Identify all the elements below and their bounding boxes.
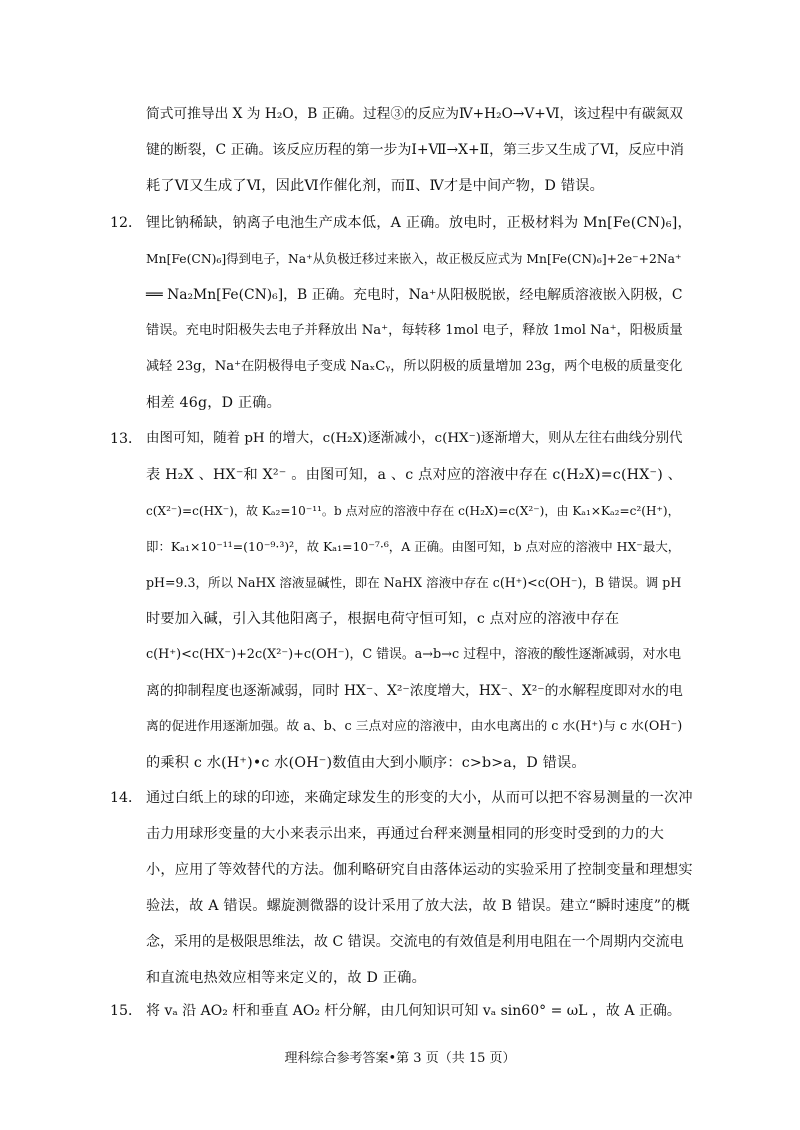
page-footer: 理科综合参考答案•第 3 页（共 15 页） — [284, 1051, 516, 1066]
continuation-paragraph — [112, 104, 697, 204]
question-number: 15． — [110, 1003, 143, 1019]
text-line: 的乘积 c 水(H⁺)•c 水(OH⁻)数值由大到小顺序：c>b>a，D 错误。 — [146, 755, 586, 771]
text-line: Mn[Fe(CN)₆]得到电子，Na⁺从负极迁移过来嵌入，故正极反应式为 Mn[Fe(CN)₆]+2e⁻+2Na⁺ — [146, 252, 682, 266]
text-line: 错误。充电时阳极失去电子并释放出 Na⁺，每转移 1mol 电子，释放 1mol Na⁺，阳极质量 — [146, 323, 683, 338]
text-line: 离的促进作用逐渐加强。故 a、b、c 三点对应的溶液中，由水电离出的 c 水(H⁺)与 c 水(OH⁻) — [146, 719, 683, 734]
text-line: 和直流电热效应相等来定义的，故 D 正确。 — [146, 970, 426, 986]
text-line: ══ Na₂Mn[Fe(CN)₆]，B 正确。充电时，Na⁺从阳极脱嵌，经电解质溶液嵌入阴极，C — [146, 287, 683, 303]
text-line: 相差 46g，D 正确。 — [146, 395, 282, 411]
text-line: c(X²⁻)=c(HX⁻)，故 Kₐ₂=10⁻¹¹。b 点对应的溶液中存在 c(H₂X)=c(X²⁻)，由 Kₐ₁×Kₐ₂=c²(H⁺)， — [146, 504, 680, 518]
text-line: 将 vₐ 沿 AO₂ 杆和垂直 AO₂ 杆分解，由几何知识可知 vₐ sin60° = ωL ，故 A 正确。 — [146, 1003, 681, 1019]
text-line: 表 H₂X 、HX⁻和 X²⁻ 。由图可知，a 、c 点对应的溶液中存在 c(H₂X)=c(HX⁻) 、 — [146, 467, 683, 483]
question-13 — [112, 429, 697, 774]
question-number: 12． — [110, 215, 143, 231]
text-line: 通过白纸上的球的印迹，来确定球发生的形变的大小，从而可以把不容易测量的一次冲 — [146, 790, 693, 806]
text-line: 锂比钠稀缺，钠离子电池生产成本低，A 正确。放电时，正极材料为 Mn[Fe(CN)₆]， — [146, 215, 692, 231]
text-line: 验法，故 A 错误。螺旋测微器的设计采用了放大法，故 B 错误。建立“瞬时速度”的概 — [146, 898, 690, 914]
text-line: 即：Kₐ₁×10⁻¹¹=(10⁻⁹·³)²，故 Kₐ₁=10⁻⁷·⁶，A 正确。由图可知，b 点对应的溶液中 HX⁻最大， — [146, 539, 681, 554]
text-line: 时要加入碱，引入其他阳离子，根据电荷守恒可知，c 点对应的溶液中存在 — [146, 611, 620, 627]
question-15 — [112, 1001, 697, 1021]
text-line: 减轻 23g，Na⁺在阴极得电子变成 NaₓCᵧ，所以阴极的质量增加 23g，两个电极的质量变化 — [146, 359, 683, 374]
text-line: c(H⁺)<c(HX⁻)+2c(X²⁻)+c(OH⁻)，C 错误。a→b→c 过程中，溶液的酸性逐渐减弱，对水电 — [146, 647, 682, 662]
text-line: 小，应用了等效替代的方法。伽利略研究自由落体运动的实验采用了控制变量和理想实 — [146, 862, 693, 878]
text-line: pH=9.3，所以 NaHX 溶液显碱性，即在 NaHX 溶液中存在 c(H⁺)<c(OH⁻)，B 错误。调 pH — [146, 575, 682, 590]
text-line: 由图可知，随着 pH 的增大，c(H₂X)逐渐减小，c(HX⁻)逐渐增大，则从左往右曲线分别代 — [146, 431, 683, 446]
question-number: 14． — [110, 790, 143, 806]
question-number: 13． — [110, 431, 143, 447]
text-line: 键的断裂，C 正确。该反应历程的第一步为Ⅰ+Ⅶ→X+Ⅱ，第三步又生成了Ⅵ，反应中消 — [146, 142, 684, 158]
text-line: 念，采用的是极限思维法，故 C 错误。交流电的有效值是利用电阻在一个周期内交流电 — [146, 934, 684, 950]
question-14 — [112, 788, 697, 988]
text-line: 简式可推导出 X 为 H₂O，B 正确。过程③的反应为Ⅳ+H₂O→Ⅴ+Ⅵ，该过程中有碳氮双 — [146, 106, 684, 122]
text-line: 击力用球形变量的大小来表示出来，再通过台秤来测量相同的形变时受到的力的大 — [146, 826, 664, 842]
text-line: 离的抑制程度也逐渐减弱，同时 HX⁻、X²⁻浓度增大，HX⁻、X²⁻的水解程度即对水的电 — [146, 683, 683, 699]
text-line: 耗了Ⅵ又生成了Ⅵ，因此Ⅵ作催化剂，而Ⅱ、Ⅳ才是中间产物，D 错误。 — [146, 178, 604, 194]
question-12 — [112, 213, 697, 413]
